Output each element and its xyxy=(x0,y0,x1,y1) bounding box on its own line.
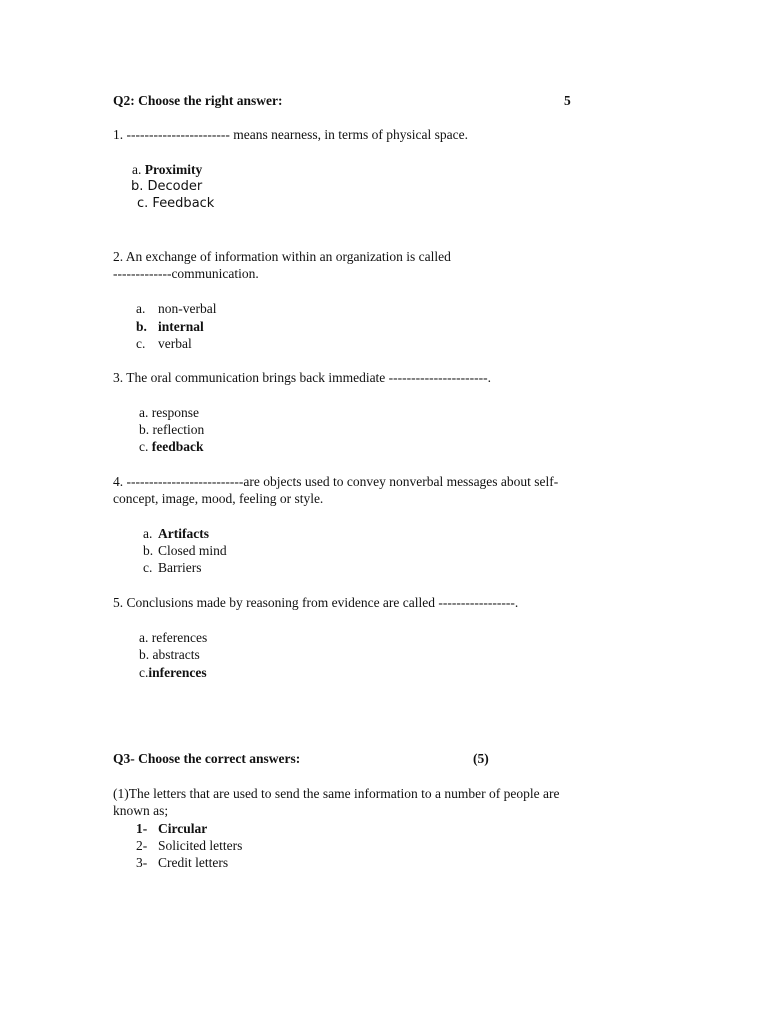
q4-option-c xyxy=(143,559,201,576)
question-4-text-line1: 4. --------------------------are objects used to convey nonverbal messages about self- xyxy=(113,474,559,489)
option-label: c. xyxy=(136,336,146,351)
option-label: 2- xyxy=(136,838,148,853)
option-text: references xyxy=(151,630,208,645)
option-text: response xyxy=(151,405,199,420)
question-4-text-line2: concept, image, mood, feeling or style. xyxy=(113,491,324,506)
q3-option-2 xyxy=(136,837,242,854)
q1-option-a xyxy=(132,161,202,178)
option-text: Feedback xyxy=(152,196,215,211)
q5-option-c xyxy=(139,664,207,681)
option-label: b. xyxy=(143,543,154,558)
question-2-text-line2: -------------communication. xyxy=(113,266,259,281)
option-label: a. xyxy=(139,630,149,645)
option-label: b. xyxy=(139,647,150,662)
option-label: c. xyxy=(137,196,149,211)
option-label: b. xyxy=(136,319,147,334)
option-text: Decoder xyxy=(147,179,203,194)
option-text: reflection xyxy=(152,422,205,437)
question-3-text: 3. The oral communication brings back immediate ----------------------. xyxy=(113,370,491,385)
option-label: a. xyxy=(143,526,153,541)
q2-marks: 5 xyxy=(564,93,571,108)
option-text: Credit letters xyxy=(158,855,229,870)
option-text: Closed mind xyxy=(158,543,227,558)
option-label: 3- xyxy=(136,855,148,870)
q3-option-3 xyxy=(136,854,228,871)
option-label: a. xyxy=(136,301,146,316)
option-text: abstracts xyxy=(152,647,200,662)
option-label: b. xyxy=(131,179,144,194)
question-5-text: 5. Conclusions made by reasoning from evidence are called -----------------. xyxy=(113,595,519,610)
option-text: Proximity xyxy=(144,162,203,177)
q2-option-a xyxy=(136,300,216,317)
option-label: a. xyxy=(139,405,149,420)
option-label: a. xyxy=(132,162,142,177)
q3-option-1 xyxy=(136,820,207,837)
q3-heading: Q3- Choose the correct answers: xyxy=(113,751,301,766)
option-label: c. xyxy=(139,439,149,454)
q3-question-line2: known as; xyxy=(113,803,169,818)
q3-option-c xyxy=(139,438,204,455)
option-text: Artifacts xyxy=(158,526,209,541)
q5-option-b xyxy=(139,646,200,663)
q1-option-c xyxy=(137,195,214,212)
q3-option-b xyxy=(139,421,204,438)
option-label: b. xyxy=(139,422,150,437)
option-text: verbal xyxy=(158,336,192,351)
q2-option-b xyxy=(136,318,204,335)
q3-question-line1: (1)The letters that are used to send the same information to a number of people are xyxy=(113,786,560,801)
q1-option-b xyxy=(131,178,202,195)
q4-option-a xyxy=(143,525,209,542)
q3-marks: (5) xyxy=(473,751,489,766)
option-text: internal xyxy=(158,319,204,334)
q2-option-c xyxy=(136,335,192,352)
question-2-text-line1: 2. An exchange of information within an organization is called xyxy=(113,249,451,264)
q5-option-a xyxy=(139,629,207,646)
q4-option-b xyxy=(143,542,227,559)
option-text: Barriers xyxy=(158,560,202,575)
option-label: c. xyxy=(143,560,153,575)
q3-option-a xyxy=(139,404,199,421)
q2-heading: Q2: Choose the right answer: xyxy=(113,93,283,108)
option-text: feedback xyxy=(151,439,204,454)
option-text: Solicited letters xyxy=(158,838,243,853)
question-1-text: 1. ----------------------- means nearness, in terms of physical space. xyxy=(113,127,468,142)
option-label: c. xyxy=(139,665,149,680)
option-text: non-verbal xyxy=(158,301,217,316)
option-text: inferences xyxy=(148,665,207,680)
option-label: 1- xyxy=(136,821,148,836)
option-text: Circular xyxy=(158,821,208,836)
